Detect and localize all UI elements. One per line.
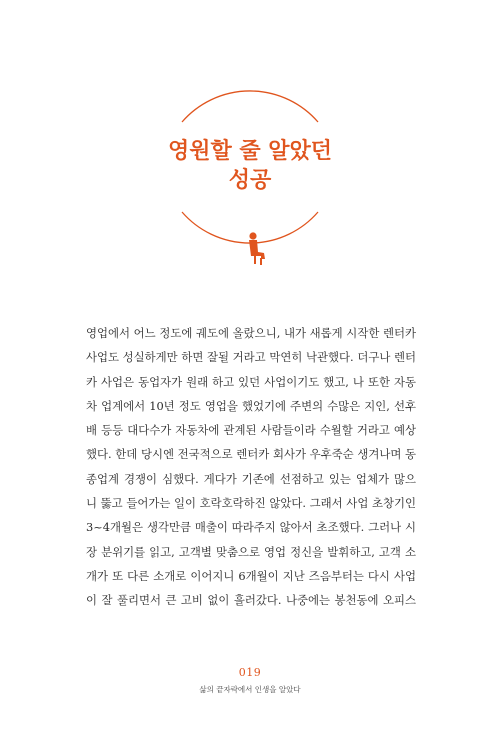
body-line: 개가 또 다른 소개로 이어지니 6개월이 지난 즈음부터는 다시 사업 <box>86 568 416 583</box>
top-arc <box>182 91 318 122</box>
body-text <box>86 321 416 613</box>
chapter-title-line1: 영원할 줄 알았던 <box>167 139 333 164</box>
sitting-figure-icon <box>249 232 265 265</box>
body-line: 사업도 성실하게만 하면 잘될 거라고 막연히 낙관했다. 더구나 렌터 <box>86 350 416 365</box>
body-line: 종업계 경쟁이 심했다. 게다가 기존에 선점하고 있는 업체가 많으 <box>86 471 416 486</box>
body-line: 배 등등 대다수가 자동차에 관계된 사람들이라 수월할 거라고 예상 <box>86 423 416 438</box>
body-line: 장 분위기를 읽고, 고객별 맞춤으로 영업 정신을 발휘하고, 고객 소 <box>86 544 416 559</box>
body-line: 했다. 한데 당시엔 전국적으로 렌터카 회사가 우후죽순 생겨나며 동 <box>86 447 416 462</box>
running-title: 삶의 끝자락에서 인생을 알았다 <box>199 685 301 694</box>
body-line: 영업에서 어느 정도에 궤도에 올랐으니, 내가 새롭게 시작한 렌터카 <box>86 326 416 340</box>
body-line: 3~4개월은 생각만큼 매출이 따라주지 않아서 초조했다. 그러나 시 <box>86 520 416 535</box>
page-number: 019 <box>238 666 262 679</box>
chapter-title-line2: 성공 <box>228 168 272 193</box>
body-line: 이 잘 풀리면서 큰 고비 없이 흘러갔다. 나중에는 봉천동에 오피스 <box>86 593 416 608</box>
bottom-arc <box>182 212 318 243</box>
body-line: 니 뚫고 들어가는 일이 호락호락하진 않았다. 그래서 사업 초창기인 <box>86 496 416 511</box>
body-line: 차 업계에서 10년 정도 영업을 했었기에 주변의 수많은 지인, 선후 <box>86 398 416 413</box>
body-line: 카 사업은 동업자가 원래 하고 있던 사업이기도 했고, 나 또한 자동 <box>86 374 416 389</box>
